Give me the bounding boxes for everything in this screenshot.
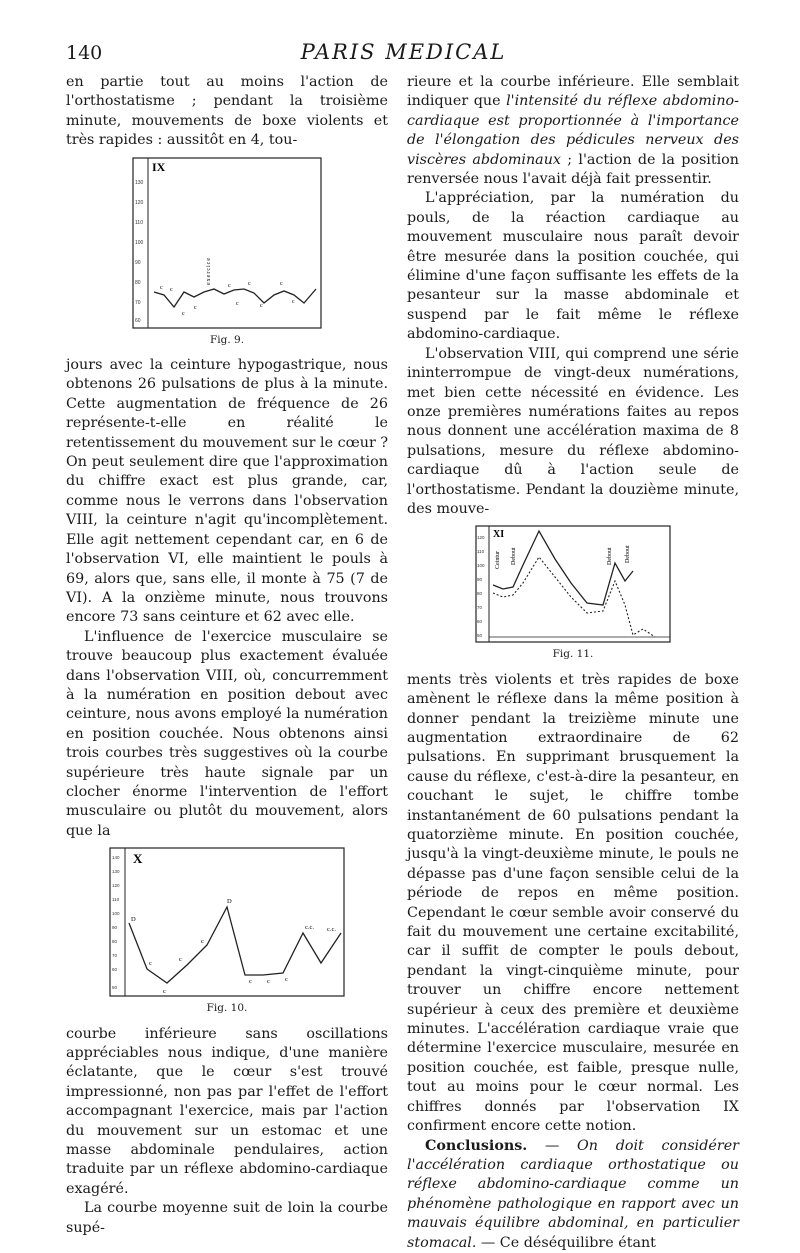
fig9-ytick: 60 [135, 317, 141, 324]
figure-9 [66, 157, 388, 350]
fig11-note: Debout [625, 545, 631, 564]
fig9-point-label: c [292, 298, 295, 305]
conclusions-tail: — Ce déséquilibre étant [476, 1234, 656, 1251]
conclusions-heading: Conclusions. [425, 1137, 528, 1154]
fig10-ytick: 50 [112, 985, 118, 991]
fig10-point-label: c.c. [327, 926, 337, 934]
fig10-ytick: 80 [112, 939, 118, 945]
fig9-point-label: c [260, 302, 263, 309]
fig11-ytick: 100 [477, 563, 485, 569]
fig10-ytick: 120 [112, 883, 120, 889]
right-paragraph-3: L'observation VIII, qui comprend une série ininterrompue de vingt-deux numérations, met bien cette nécessité en évidence. Les onze premières numérations faites au repos nous donnent une accélération maxima de 8 pulsations, mesure du réflexe abdomino-cardiaque dû à l'action seule de l'orthostatisme. Pendant la douzième minute, des mouve- [407, 345, 739, 517]
figure-10 [66, 847, 388, 1018]
fig9-point-label: c [248, 280, 251, 287]
fig10-ytick: 100 [112, 911, 120, 917]
left-paragraph-3: L'influence de l'exercice musculaire se trouve beaucoup plus exactement évaluée dans l'observation VIII, où, concurremment à la numération en position debout avec ceinture, nous avons employé la numération en position couchée. Nous obtenons ainsi trois courbes très suggestives où la courbe supérieure très haute signale par un clocher énorme l'intervention de l'effort musculaire ou plutôt du mouvement, alors que la [66, 628, 388, 839]
fig10-point-label: D [227, 898, 232, 906]
fig11-ytick: 50 [477, 633, 483, 639]
fig10-ytick: 90 [112, 925, 118, 931]
fig9-point-label: c [160, 284, 163, 291]
figure-11-label: XI [493, 529, 505, 541]
fig10-point-label: c [149, 960, 152, 968]
fig11-ytick: 80 [477, 591, 483, 597]
left-paragraph-1: en partie tout au moins l'action de l'orthostatisme ; pendant la troisième minute, mouvements de boxe violents et très rapides : aussitôt en 4, tou- [66, 74, 388, 149]
figure-11-caption: Fig. 11. [552, 648, 594, 661]
fig11-note: Debout [607, 547, 613, 566]
fig9-ytick: 130 [135, 179, 144, 186]
fig10-point-label: D [131, 916, 136, 924]
fig10-ytick: 130 [112, 869, 120, 875]
figure-9-chart [132, 157, 322, 329]
fig9-ytick: 120 [135, 199, 144, 206]
fig10-ytick: 140 [112, 855, 120, 861]
right-paragraph-5 [407, 1137, 739, 1253]
fig11-ytick: 70 [477, 605, 483, 611]
fig9-ytick: 70 [135, 299, 141, 306]
fig11-ytick: 120 [477, 535, 485, 541]
conclusions-dash: — [527, 1137, 578, 1154]
fig11-upper-curve [493, 531, 633, 605]
fig9-point-label: c [236, 300, 239, 307]
fig10-ytick: 70 [112, 953, 118, 959]
fig10-point-label: c [267, 978, 270, 986]
fig9-ytick: 110 [135, 219, 143, 226]
left-column [66, 73, 388, 1238]
fig10-point-label: c.c. [305, 924, 315, 932]
figure-9-caption: Fig. 9. [209, 333, 245, 346]
right-paragraph-4: ments très violents et très rapides de boxe amènent le réflexe dans la même position à donner pendant la treizième minute une augmentation extraordinaire de 62 pulsations. En supprimant brusquement la cause du réflexe, c'est-à-dire la pesanteur, en couchant le sujet, le chiffre tombe instantanément de 60 pulsations pendant la quatorzième minute. En position couchée, jusqu'à la vingt-deuxième minute, le pouls ne dépasse pas d'une façon sensible celui de la période de repos en même position. Cependant le cœur semble avoir conservé du fait du mouvement une certaine excitabilité, car il suffit de compter le pouls debout, pendant la vingt-cinquième minute, pour trouver un chiffre encore nettement supérieur à ceux des première et deuxième minutes. L'accélération cardiaque vraie que détermine l'exercice musculaire, mesurée en position couchée, est faible, presque nulle, tout au moins pour le cœur normal. Les chiffres donnés par l'observation IX confirment encore cette notion. [407, 671, 739, 1135]
fig10-point-label: c [201, 938, 204, 946]
fig11-ytick: 90 [477, 577, 483, 583]
conclusions-italic: On doit considérer l'accélération cardiaque orthostatique ou réflexe abdomino-cardiaque comme un phénomène pathologique en rapport avec un mauvais équilibre abdominal, en particulier stomacal. [407, 1137, 739, 1251]
fig10-curve [129, 907, 341, 986]
fig9-vertical-note: exercice [206, 256, 212, 285]
fig11-lower-curve [493, 557, 655, 637]
fig9-point-label: c [280, 280, 283, 287]
fig9-point-label: c [182, 310, 185, 317]
fig9-ytick: 90 [135, 259, 141, 266]
fig11-note: Ceintur [495, 551, 501, 570]
figure-10-chart [109, 847, 345, 997]
fig10-point-label: c [285, 976, 288, 984]
page-header [66, 40, 741, 70]
fig9-point-label: c [228, 282, 231, 289]
figure-11-chart [475, 525, 671, 643]
fig10-ytick: 60 [112, 967, 118, 973]
left-paragraph-5: La courbe moyenne suit de loin la courbe supé- [66, 1200, 388, 1236]
right-p1a: rieure et la courbe inférieure. Elle semblait indiquer que [407, 74, 739, 110]
figure-10-caption: Fig. 10. [206, 1002, 248, 1015]
fig10-point-label: c [249, 978, 252, 986]
right-paragraph-2: L'appréciation, par la numération du pouls, de la réaction cardiaque au mouvement musculaire nous paraît devoir être mesurée dans la position couchée, qui élimine d'une façon suffisante les effets de la pesanteur sur la masse abdominale et suspend par le fait même le réflexe abdomino-cardiaque. [407, 190, 739, 343]
fig9-point-label: c [194, 304, 197, 311]
fig10-point-label: c [163, 988, 166, 996]
fig9-ytick: 100 [135, 239, 144, 246]
fig10-ytick: 110 [112, 897, 120, 903]
figure-10-label: X [133, 851, 143, 867]
running-title: PARIS MEDICAL [300, 40, 507, 64]
fig9-point-label: c [170, 286, 173, 293]
right-p1b: l'intensité du réflexe abdomino-cardiaque est proportionnée à l'importance de l'élongation des pédicules nerveux des viscères abdominaux [407, 93, 739, 168]
left-paragraph-4: courbe inférieure sans oscillations appréciables nous indique, d'une manière éclatante, que le cœur s'est trouvé impressionné, non pas par l'effet de l'effort accompagnant l'exercice, mais par l'action du mouvement sur un estomac et une masse abdominale pendulaires, action traduite par un réflexe abdomino-cardiaque exagéré. [66, 1025, 388, 1197]
page-number: 140 [66, 42, 103, 64]
left-paragraph-2: jours avec la ceinture hypogastrique, nous obtenons 26 pulsations de plus à la minute. Cette augmentation de fréquence de 26 représente-t-elle en réalité le retentissement du mouvement sur le cœur ? On peut seulement dire que l'approximation du chiffre exact est plus grande, car, comme nous le verrons dans l'observation VIII, la ceinture n'agit qu'incomplètement. Elle agit nettement cependant car, en 6 de l'observation VI, elle maintient le pouls à 69, alors que, sans elle, il monte à 75 (7 de VI). A la onzième minute, nous trouvons encore 73 sans ceinture et 62 avec elle. [66, 357, 388, 626]
fig10-point-label: c [179, 956, 182, 964]
fig11-ytick: 110 [477, 549, 485, 555]
right-paragraph-1 [407, 73, 739, 189]
figure-11 [407, 525, 739, 664]
figure-9-label: IX [152, 159, 166, 174]
right-column [407, 73, 739, 1253]
fig11-note: Debout [511, 547, 517, 566]
fig11-ytick: 60 [477, 619, 483, 625]
right-p1c: ; l'action de la position renversée nous l'avait déjà fait pressentir. [407, 151, 740, 188]
fig9-ytick: 80 [135, 279, 141, 286]
